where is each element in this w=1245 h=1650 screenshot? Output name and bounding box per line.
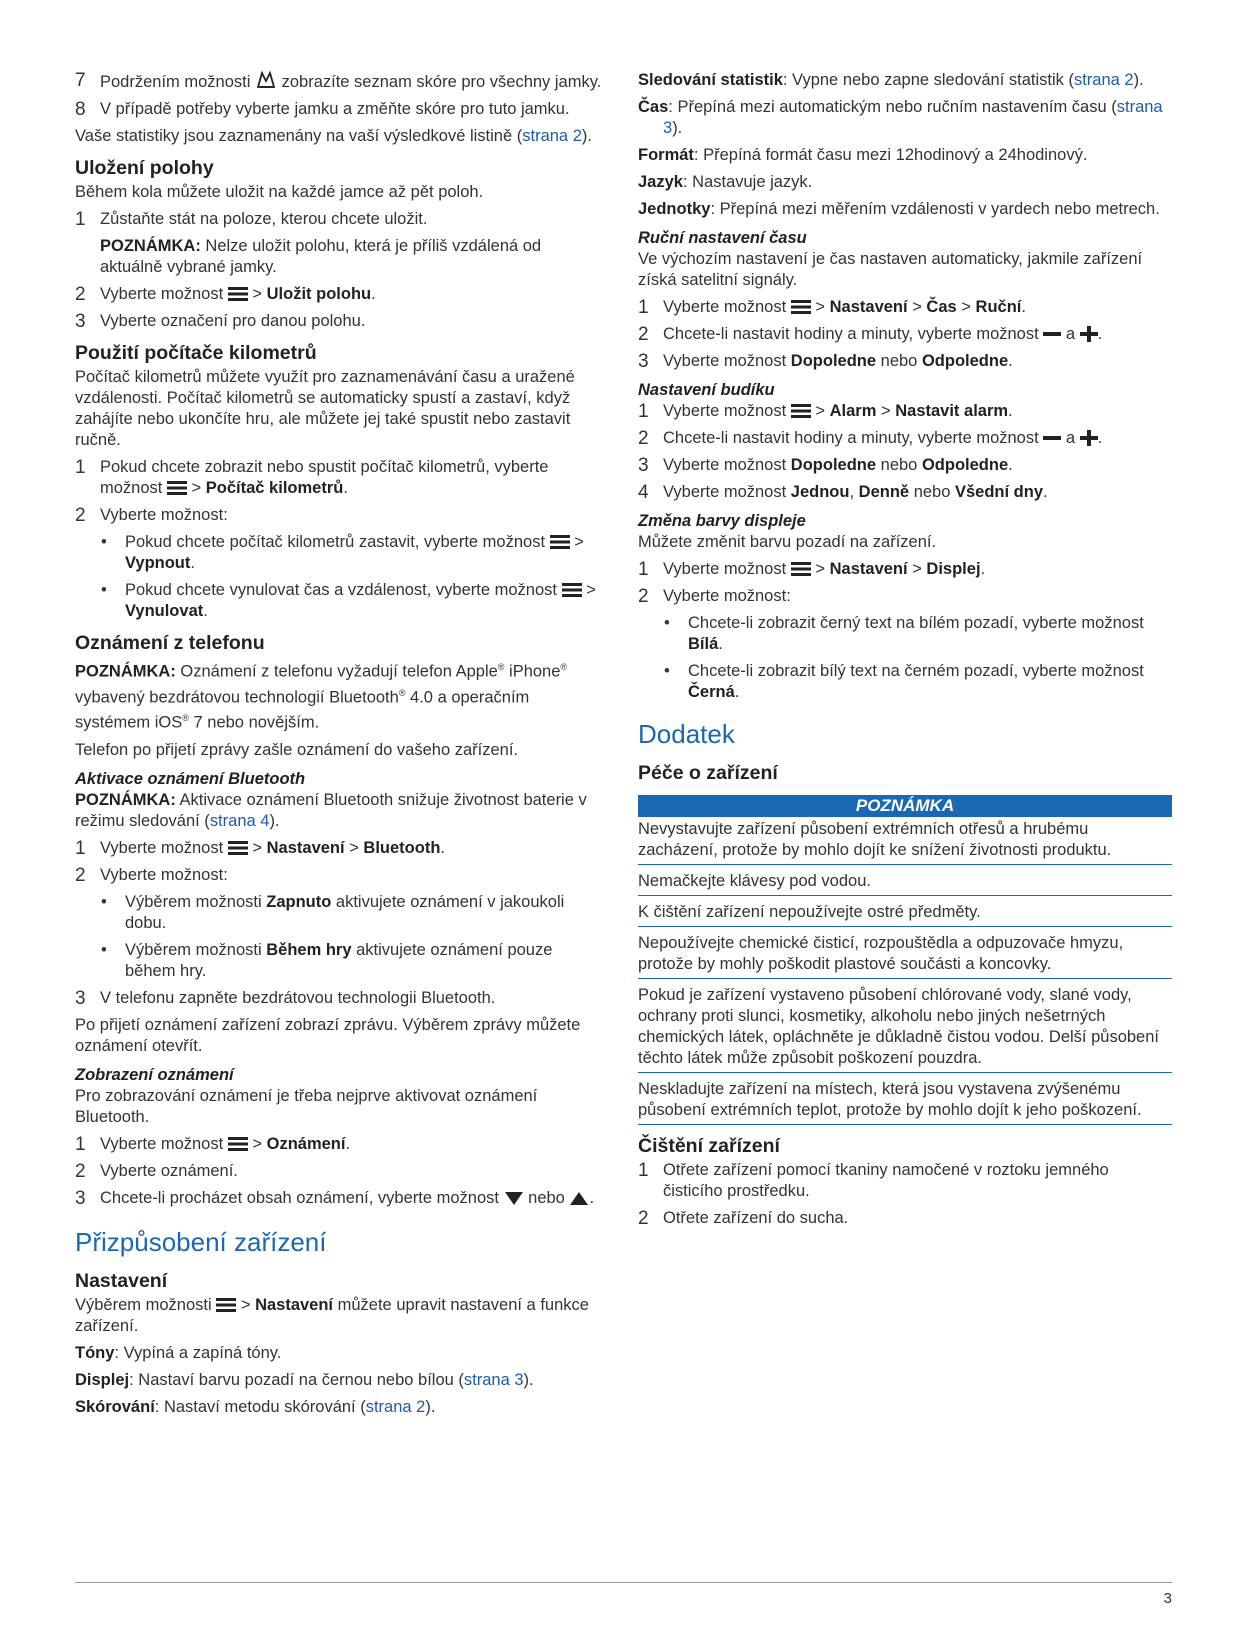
- notice-item: Neskladujte zařízení na místech, která jsou vystavena zvýšenému působení extrémních teplot, protože by mohlo dojít k jeho poškození.: [638, 1077, 1172, 1125]
- menu-icon: [228, 840, 248, 856]
- heading-save-location: Uložení polohy: [75, 157, 214, 179]
- notice-item: K čištění zařízení nepoužívejte ostré předměty.: [638, 900, 1172, 927]
- odometer-intro: Počítač kilometrů můžete využít pro zaznamenávání času a uražené vzdálenosti. Počítač kilometrů se automaticky spustí a zastaví, když zahájíte nebo ukončíte hru, ale můžete jej také spustit nebo zastavit ručně.: [75, 368, 575, 449]
- alarm-step-2: 2 Chcete-li nastavit hodiny a minuty, vyberte možnost a .: [638, 428, 1103, 449]
- heading-manual-time: Ruční nastavení času: [638, 229, 807, 247]
- heading-view-notifications: Zobrazení oznámení: [75, 1065, 234, 1084]
- odometer-bullet-1: • Pokud chcete počítač kilometrů zastavit, vyberte možnost > Vypnout.: [75, 532, 607, 574]
- def-tones: Tóny: Vypíná a zapíná tóny.: [75, 1343, 282, 1362]
- heading-device-care: Péče o zařízení: [638, 762, 778, 784]
- save-step-3: 3 Vyberte označení pro danou polohu.: [75, 311, 366, 332]
- view-step-1: 1 Vyberte možnost > Oznámení.: [75, 1133, 351, 1155]
- link-strana-2[interactable]: strana 2: [365, 1397, 426, 1416]
- save-step-1: 1 Zůstaňte stát na poloze, kterou chcete uložit.: [75, 209, 428, 230]
- bluetooth-step-2: 2 Vyberte možnost:: [75, 864, 228, 886]
- heading-cleaning: Čištění zařízení: [638, 1135, 780, 1157]
- arrow-down-icon: [504, 1190, 524, 1206]
- menu-icon: [216, 1297, 236, 1313]
- link-strana-2[interactable]: strana 2: [522, 127, 582, 145]
- def-language: Jazyk: Nastavuje jazyk.: [638, 173, 813, 191]
- alarm-step-4: 4 Vyberte možnost Jednou, Denně nebo Všední dny.: [638, 482, 1048, 503]
- heading-appendix: Dodatek: [638, 719, 735, 749]
- bluetooth-bullet-1: • Výběrem možnosti Zapnuto aktivujete oznámení v jakoukoli dobu.: [75, 892, 607, 934]
- phone-note: POZNÁMKA: Oznámení z telefonu vyžadují telefon Apple® iPhone® vybavený bezdrátovou technologií Bluetooth® 4.0 a operačním systémem iOS® 7 nebo novějším.: [75, 662, 568, 732]
- menu-icon: [791, 561, 811, 577]
- manual-step-3: 3 Vyberte možnost Dopoledne nebo Odpoledne.: [638, 351, 1013, 372]
- heading-bluetooth-activation: Aktivace oznámení Bluetooth: [75, 769, 306, 788]
- heading-display-color: Změna barvy displeje: [638, 512, 806, 530]
- view-step-2: 2 Vyberte oznámení.: [75, 1160, 238, 1182]
- step-8: 8 V případě potřeby vyberte jamku a změňte skóre pro tuto jamku.: [75, 99, 570, 120]
- manual-intro: Ve výchozím nastavení je čas nastaven automaticky, jakmile zařízení získá satelitní signály.: [638, 250, 1143, 289]
- menu-icon: [167, 480, 187, 496]
- scorecard-icon: [255, 70, 277, 90]
- heading-odometer: Použití počítače kilometrů: [75, 342, 317, 364]
- manual-step-2: 2 Chcete-li nastavit hodiny a minuty, vyberte možnost a .: [638, 324, 1103, 345]
- page-number: 3: [1163, 1590, 1172, 1607]
- view-step-3: 3 Chcete-li procházet obsah oznámení, vyberte možnost nebo .: [75, 1187, 595, 1209]
- odometer-step-2: 2 Vyberte možnost:: [75, 505, 228, 526]
- menu-icon: [228, 286, 248, 302]
- link-strana-3[interactable]: strana 3: [663, 98, 1163, 137]
- bluetooth-after: Po přijetí oznámení zařízení zobrazí zprávu. Výběrem zprávy můžete oznámení otevřít.: [75, 1015, 581, 1055]
- heading-phone-notifications: Oznámení z telefonu: [75, 632, 265, 654]
- def-scoring: Skórování: Nastaví metodu skórování (strana 2).: [75, 1397, 436, 1416]
- odometer-bullet-2: • Pokud chcete vynulovat čas a vzdálenost, vyberte možnost > Vynulovat.: [75, 580, 607, 622]
- heading-alarm: Nastavení budíku: [638, 381, 775, 399]
- menu-icon: [228, 1136, 248, 1152]
- menu-icon: [791, 299, 811, 315]
- bluetooth-step-3: 3 V telefonu zapněte bezdrátovou technologii Bluetooth.: [75, 987, 496, 1009]
- menu-icon: [791, 403, 811, 419]
- def-display: Displej: Nastaví barvu pozadí na černou nebo bílou (strana 3).: [75, 1370, 534, 1389]
- def-stat-tracking: Sledování statistik: Vypne nebo zapne sledování statistik (strana 2).: [638, 71, 1144, 89]
- odometer-step-1: 1 Pokud chcete zobrazit nebo spustit počítač kilometrů, vyberte možnost > Počítač kilometrů.: [75, 457, 549, 497]
- notice-header: POZNÁMKA: [638, 795, 1172, 817]
- color-intro: Můžete změnit barvu pozadí na zařízení.: [638, 533, 937, 551]
- save-step-2: 2 Vyberte možnost > Uložit polohu.: [75, 284, 376, 305]
- notice-item: Nevystavujte zařízení působení extrémních otřesů a hrubému zacházení, protože by mohlo dojít ke snížení životnosti produktu.: [638, 817, 1172, 865]
- arrow-up-icon: [569, 1190, 589, 1206]
- link-strana-4[interactable]: strana 4: [209, 811, 270, 830]
- plus-icon: [1080, 430, 1098, 446]
- alarm-step-1: 1 Vyberte možnost > Alarm > Nastavit alarm.: [638, 401, 1013, 422]
- color-step-1: 1 Vyberte možnost > Nastavení > Displej.: [638, 559, 986, 580]
- step-7: 7 Podržením možnosti zobrazíte seznam skóre pro všechny jamky.: [75, 70, 602, 91]
- footer-divider: [75, 1582, 1172, 1583]
- notice-item: Pokud je zařízení vystaveno působení chlórované vody, slané vody, ochrany proti slunci, kosmetiky, alkoholu nebo jiných nešetrných chemických látek, opláchněte je důkladně čistou vodou. Delší působení těchto látek může způsobit poškození pouzdra.: [638, 983, 1172, 1073]
- color-step-2: 2 Vyberte možnost:: [638, 586, 791, 607]
- cleaning-step-2: 2 Otřete zařízení do sucha.: [638, 1208, 849, 1229]
- def-time: Čas: Přepíná mezi automatickým nebo ručním nastavením času (strana 3).: [638, 98, 1163, 137]
- alarm-step-3: 3 Vyberte možnost Dopoledne nebo Odpoledne.: [638, 455, 1013, 476]
- manual-step-1: 1 Vyberte možnost > Nastavení > Čas > Ruční.: [638, 297, 1026, 318]
- notice-item: Nepoužívejte chemické čisticí, rozpouštědla a odpuzovače hmyzu, protože by mohly poškodit plastové součásti a koncovky.: [638, 931, 1172, 979]
- save-note: POZNÁMKA: Nelze uložit polohu, která je příliš vzdálená od aktuálně vybrané jamky.: [100, 237, 542, 276]
- heading-settings: Nastavení: [75, 1269, 168, 1292]
- right-column: [638, 70, 1172, 1235]
- def-format: Formát: Přepíná formát času mezi 12hodinový a 24hodinový.: [638, 146, 1088, 164]
- phone-paragraph: Telefon po přijetí zprávy zašle oznámení do vašeho zařízení.: [75, 740, 518, 759]
- bluetooth-note: POZNÁMKA: Aktivace oznámení Bluetooth snižuje životnost baterie v režimu sledování (strana 4).: [75, 790, 587, 830]
- def-units: Jednotky: Přepíná mezi měřením vzdálenosti v yardech nebo metrech.: [638, 200, 1160, 218]
- stats-paragraph: Vaše statistiky jsou zaznamenány na vaší výsledkové listině (strana 2).: [75, 127, 592, 145]
- minus-icon: [1043, 326, 1061, 342]
- bluetooth-step-1: 1 Vyberte možnost > Nastavení > Bluetooth.: [75, 837, 445, 859]
- color-bullet-1: • Chcete-li zobrazit černý text na bílém pozadí, vyberte možnost Bílá.: [638, 613, 1172, 655]
- settings-intro: Výběrem možnosti > Nastavení můžete upravit nastavení a funkce zařízení.: [75, 1295, 589, 1335]
- cleaning-step-1: 1 Otřete zařízení pomocí tkaniny namočené v roztoku jemného čisticího prostředku.: [638, 1160, 1109, 1200]
- notice-item: Nemačkejte klávesy pod vodou.: [638, 869, 1172, 896]
- menu-icon: [562, 582, 582, 598]
- save-intro: Během kola můžete uložit na každé jamce až pět poloh.: [75, 183, 484, 201]
- view-intro: Pro zobrazování oznámení je třeba nejprve aktivovat oznámení Bluetooth.: [75, 1086, 538, 1126]
- left-column: [75, 70, 607, 1424]
- color-bullet-2: • Chcete-li zobrazit bílý text na černém pozadí, vyberte možnost Černá.: [638, 661, 1172, 703]
- menu-icon: [550, 534, 570, 550]
- plus-icon: [1080, 326, 1098, 342]
- heading-customize-device: Přizpůsobení zařízení: [75, 1226, 327, 1257]
- link-strana-3[interactable]: strana 3: [463, 1370, 524, 1389]
- bluetooth-bullet-2: • Výběrem možnosti Během hry aktivujete oznámení pouze během hry.: [75, 940, 607, 982]
- link-strana-2[interactable]: strana 2: [1073, 71, 1134, 89]
- minus-icon: [1043, 430, 1061, 446]
